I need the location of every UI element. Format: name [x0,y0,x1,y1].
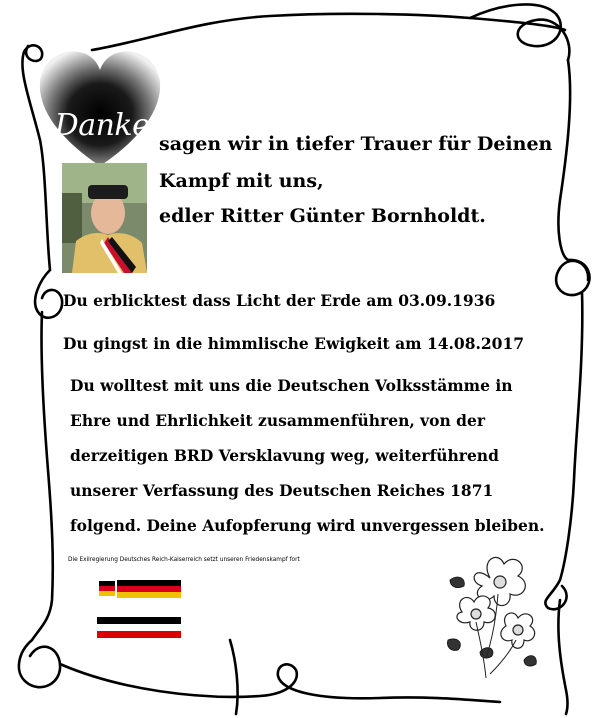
thanks-line-1: sagen wir in tiefer Trauer für Deinen [159,133,553,155]
paragraph-line: derzeitigen BRD Versklavung weg, weiterführend [70,446,499,465]
flag-large [97,617,181,638]
paragraph-line: folgend. Deine Aufopferung wird unvergessen bleiben. [70,516,545,535]
heart-label: Danke [54,108,150,143]
flag-large-stripe-1 [97,617,181,624]
thanks-line-2: Kampf mit uns, [159,170,324,192]
paragraph-line: unserer Verfassung des Deutschen Reiches 1871 [70,481,494,500]
death-date-line: Du gingst in die himmlische Ewigkeit am 14.08.2017 [63,334,525,353]
flag-large-stripe-3 [97,631,181,638]
thanks-line-3: edler Ritter Günter Bornholdt. [159,205,486,227]
flower-drawing [440,540,540,680]
paragraph-line: Ehre und Ehrlichkeit zusammenführen, von der [70,411,486,430]
birth-date-line: Du erblicktest dass Licht der Erde am 03.09.1936 [63,291,496,310]
flag-small [97,580,181,598]
paragraph-line: Du wolltest mit uns die Deutschen Volksstämme in [70,376,513,395]
flag-large-stripe-2 [97,624,181,631]
portrait-photo [62,163,147,273]
footnote: Die Exilregierung Deutsches Reich-Kaiserreich setzt unseren Friedenskampf fort [68,557,300,563]
